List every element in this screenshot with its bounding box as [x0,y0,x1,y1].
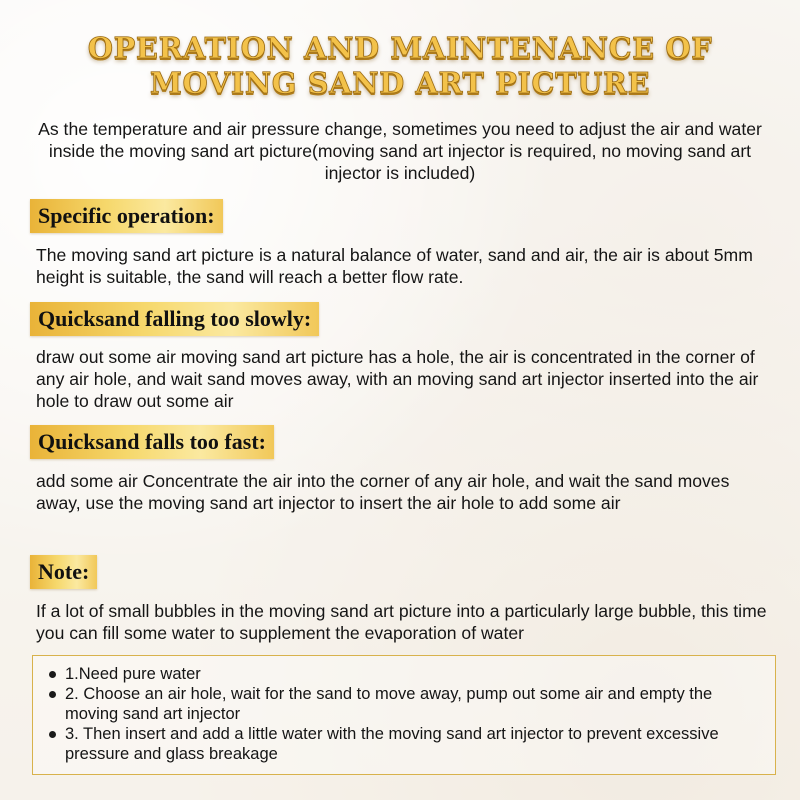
section-heading-specific-operation: Specific operation: [30,199,223,233]
title-line-1: OPERATION AND MAINTENANCE OF [87,31,713,65]
note-item [49,664,765,684]
section-body-specific-operation: The moving sand art picture is a natural balance of water, sand and air, the air is about 5mm height is suitable, the sand will reach a better flow rate. [36,245,753,287]
section-heading-note: Note: [30,555,97,589]
section-heading-falls-fast: Quicksand falls too fast: [30,425,274,459]
note-text: 1.Need pure water [65,665,201,683]
note-text: 2. Choose an air hole, wait for the sand to move away, pump out some air and empty the moving sand art injector [65,685,713,723]
notes-box [32,655,776,775]
bullet-icon [49,691,56,698]
section-body-note: If a lot of small bubbles in the moving sand art picture into a particularly large bubble, this time you can fill some water to supplement the evaporation of water [36,601,767,643]
note-text: 3. Then insert and add a little water with the moving sand art injector to prevent excessive pressure and glass breakage [65,725,719,763]
note-item [49,684,765,724]
section-body-falls-fast: add some air Concentrate the air into the corner of any air hole, and wait the sand moves away, use the moving sand art injector to insert the air hole to add some air [36,471,730,513]
intro-text: As the temperature and air pressure change, sometimes you need to adjust the air and water inside the moving sand art picture(moving sand art injector is required, no moving sand art injector is included) [38,119,762,183]
section-heading-falling-slowly: Quicksand falling too slowly: [30,302,319,336]
note-item [49,724,765,764]
bullet-icon [49,731,56,738]
section-body-falling-slowly: draw out some air moving sand art picture has a hole, the air is concentrated in the corner of any air hole, and wait sand moves away, with an moving sand art injector inserted into the air hole to draw out some air [36,347,759,411]
page-title [20,31,780,101]
bullet-icon [49,671,56,678]
notes-list [49,664,765,764]
title-line-2: MOVING SAND ART PICTURE [149,66,651,100]
